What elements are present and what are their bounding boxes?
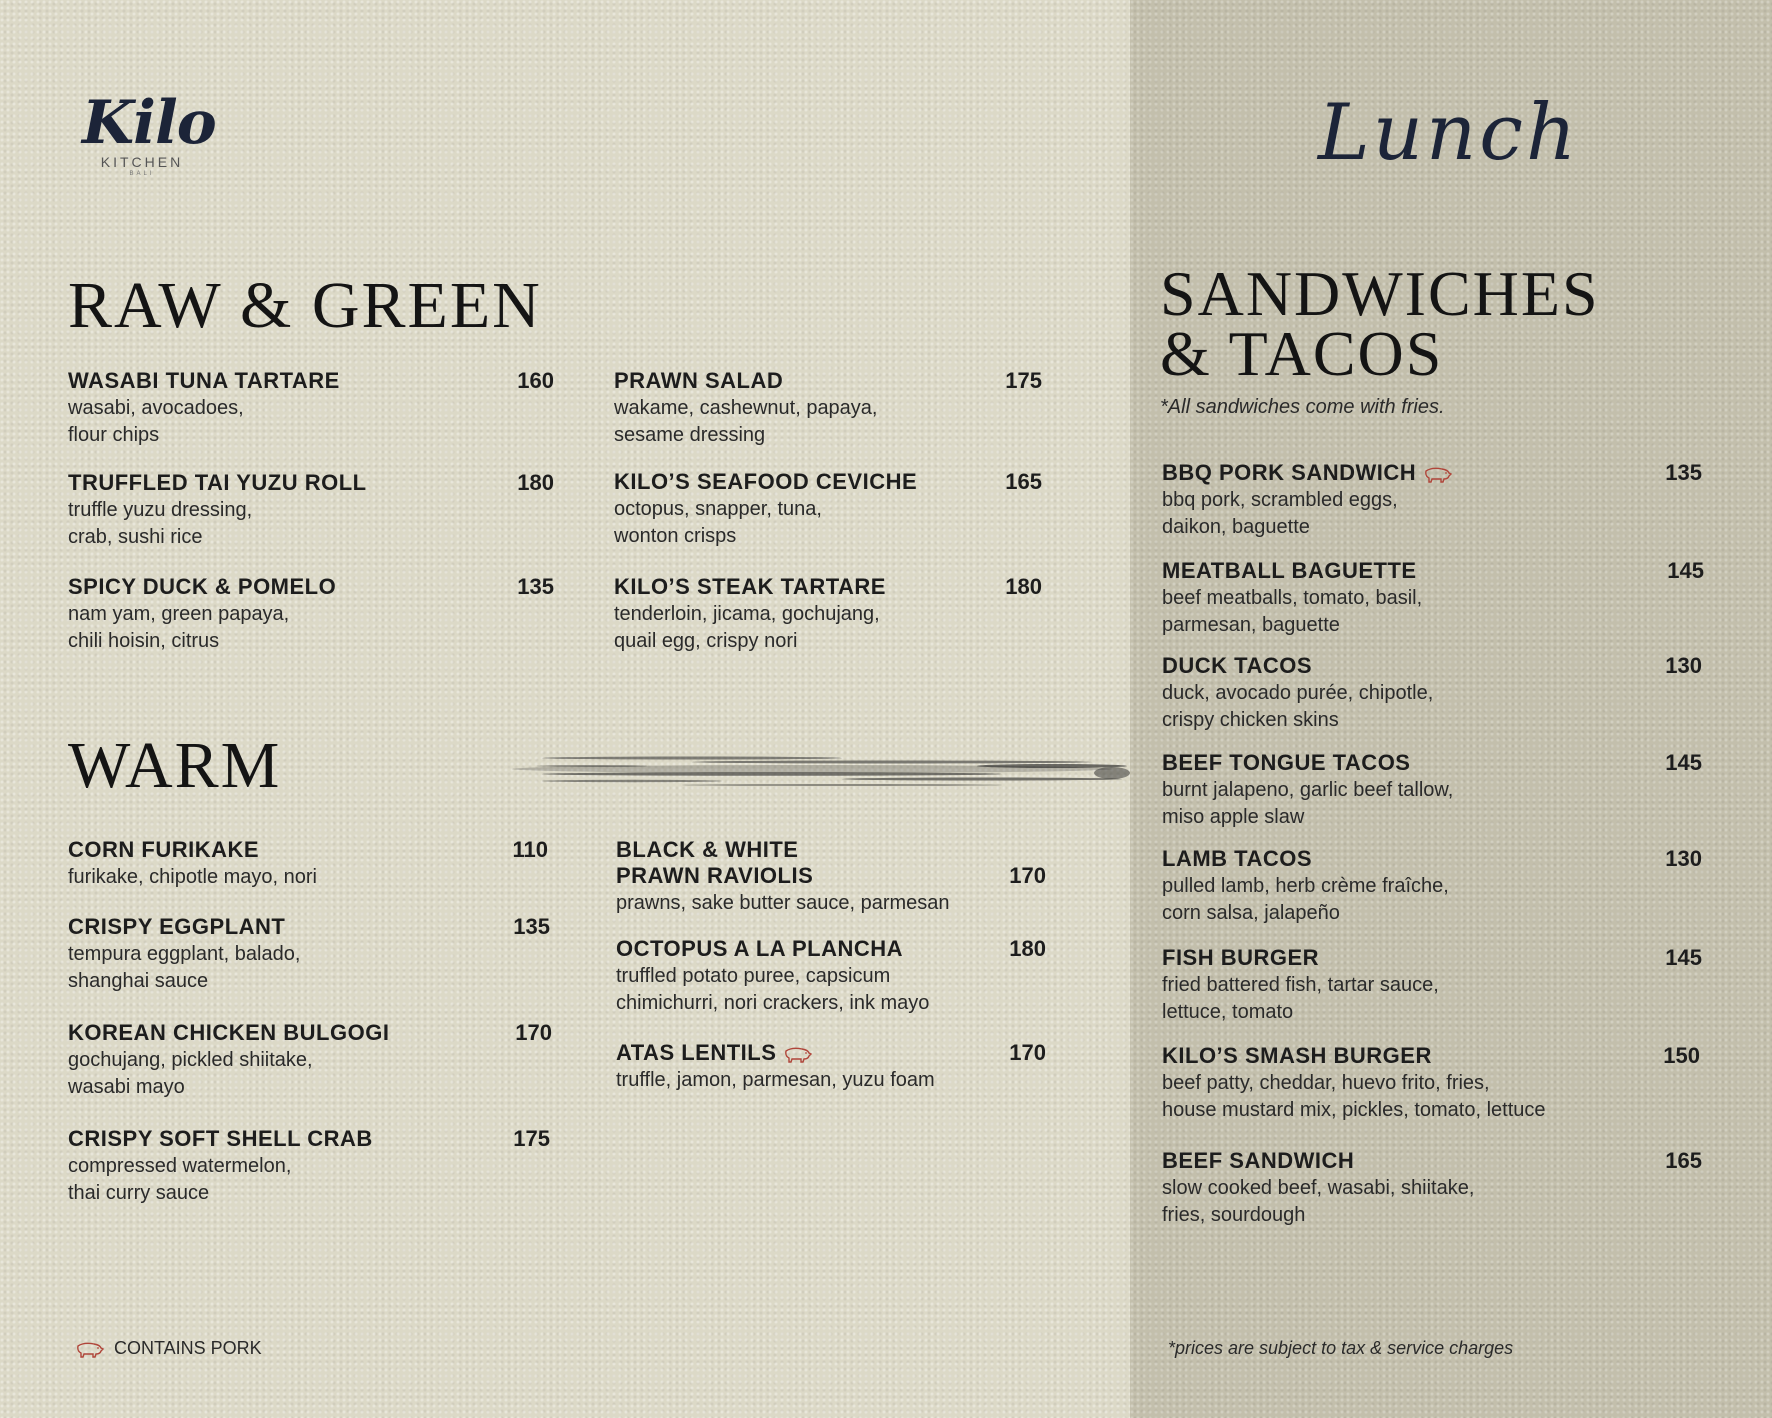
menu-item [614,469,1042,550]
item-desc: fried battered fish, tartar sauce, lettuce, tomato [1162,974,1439,1023]
item-price: 180 [1005,574,1042,599]
item-name: CRISPY SOFT SHELL CRAB [68,1126,373,1151]
item-price: 170 [515,1020,552,1045]
legend-label: CONTAINS PORK [114,1338,262,1358]
sandwiches-note: *All sandwiches come with fries. [1160,396,1445,418]
item-price: 170 [1009,863,1046,888]
menu-item [614,368,1042,449]
logo-location: BALI [129,171,155,177]
item-desc: beef patty, cheddar, huevo frito, fries, house mustard mix, pickles, tomato, lettuce [1162,1072,1546,1121]
item-name: KILO’S STEAK TARTARE [614,574,886,599]
item-desc: burnt jalapeno, garlic beef tallow, miso apple slaw [1162,779,1454,828]
warm-title: WARM [68,729,282,802]
item-desc: wakame, cashewnut, papaya, sesame dressing [614,397,878,446]
item-desc: truffle yuzu dressing, crab, sushi rice [68,499,253,548]
menu-item [616,936,1046,1017]
item-price: 165 [1005,469,1042,494]
item-name: CRISPY EGGPLANT [68,914,286,939]
item-price: 175 [1005,368,1042,393]
item-desc: bbq pork, scrambled eggs, daikon, baguette [1162,489,1398,538]
item-name: CORN FURIKAKE [68,837,260,862]
item-desc: truffled potato puree, capsicum chimichurri, nori crackers, ink mayo [616,965,930,1014]
item-desc: pulled lamb, herb crème fraîche, corn salsa, jalapeño [1162,875,1449,924]
item-name: KILO’S SEAFOOD CEVICHE [614,469,918,494]
menu-item [68,574,554,655]
menu-item [1162,460,1702,541]
item-price: 135 [517,574,554,599]
item-price: 130 [1665,653,1702,678]
menu-item [1162,750,1702,831]
item-price: 145 [1667,558,1704,583]
item-desc: tempura eggplant, balado, shanghai sauce [68,943,301,992]
menu-item [68,837,548,891]
item-price: 160 [517,368,554,393]
item-desc: octopus, snapper, tuna, wonton crisps [614,498,822,547]
menu-item [68,470,554,551]
sandwiches-title: SANDWICHES & TACOS [1160,258,1600,389]
item-desc: prawns, sake butter sauce, parmesan [616,892,950,914]
item-name: FISH BURGER [1162,945,1320,970]
item-desc: compressed watermelon, thai curry sauce [68,1155,292,1204]
item-desc: truffle, jamon, parmesan, yuzu foam [616,1069,935,1091]
item-price: 170 [1009,1040,1046,1065]
item-name: OCTOPUS A LA PLANCHA [616,936,904,961]
kilo-kitchen-logo [82,88,216,178]
item-name: BLACK & WHITE PRAWN RAVIOLIS [616,837,814,888]
menu-item [616,1040,1046,1094]
item-price: 180 [517,470,554,495]
menu-item [68,368,554,449]
pig-icon [1422,465,1452,483]
menu-item [1162,558,1704,639]
menu-item [616,837,1046,917]
item-name: KOREAN CHICKEN BULGOGI [68,1020,390,1045]
item-desc: wasabi, avocadoes, flour chips [68,397,244,446]
item-name: TRUFFLED TAI YUZU ROLL [68,470,367,495]
logo-script: Kilo [82,88,216,158]
item-price: 165 [1665,1148,1702,1173]
pig-icon [74,1340,104,1358]
item-name: PRAWN SALAD [614,368,784,393]
menu-item [68,914,550,995]
pig-icon [782,1045,812,1063]
item-name: LAMB TACOS [1162,846,1313,871]
item-price: 180 [1009,936,1046,961]
menu-item [1162,846,1702,927]
logo-subtitle: KITCHEN [100,154,184,170]
menu-item [1162,1148,1702,1229]
menu-item [68,1126,550,1207]
item-name: SPICY DUCK & POMELO [68,574,337,599]
pork-legend [74,1338,262,1359]
item-price: 145 [1665,945,1702,970]
item-price: 110 [512,837,548,862]
item-name: DUCK TACOS [1162,653,1313,678]
item-desc: duck, avocado purée, chipotle, crispy chicken skins [1162,682,1434,731]
item-name: ATAS LENTILS [616,1040,1046,1066]
item-desc: gochujang, pickled shiitake, wasabi mayo [68,1049,313,1098]
item-price: 175 [513,1126,550,1151]
price-disclaimer: *prices are subject to tax & service charges [1168,1338,1514,1358]
item-name: WASABI TUNA TARTARE [68,368,340,393]
item-price: 145 [1665,750,1702,775]
item-desc: tenderloin, jicama, gochujang, quail egg, crispy nori [614,603,880,652]
lunch-heading: Lunch [1318,88,1580,178]
raw-green-title: RAW & GREEN [68,269,542,342]
menu-item [614,574,1042,655]
item-price: 135 [1665,460,1702,485]
item-name: MEATBALL BAGUETTE [1162,558,1417,583]
item-desc: slow cooked beef, wasabi, shiitake, fries, sourdough [1162,1177,1475,1226]
item-price: 130 [1665,846,1702,871]
menu-item [1162,945,1702,1026]
item-price: 150 [1663,1043,1700,1068]
item-name: KILO’S SMASH BURGER [1162,1043,1432,1068]
item-desc: furikake, chipotle mayo, nori [68,866,318,888]
menu-item [1162,1043,1700,1124]
item-price: 135 [513,914,550,939]
menu-item [68,1020,552,1101]
item-desc: nam yam, green papaya, chili hoisin, citrus [68,603,290,652]
item-name: BEEF SANDWICH [1162,1148,1355,1173]
item-desc: beef meatballs, tomato, basil, parmesan, baguette [1162,587,1423,636]
item-name: BEEF TONGUE TACOS [1162,750,1411,775]
menu-item [1162,653,1702,734]
item-name: BBQ PORK SANDWICH [1162,460,1702,486]
brush-stroke-divider [512,748,1130,790]
